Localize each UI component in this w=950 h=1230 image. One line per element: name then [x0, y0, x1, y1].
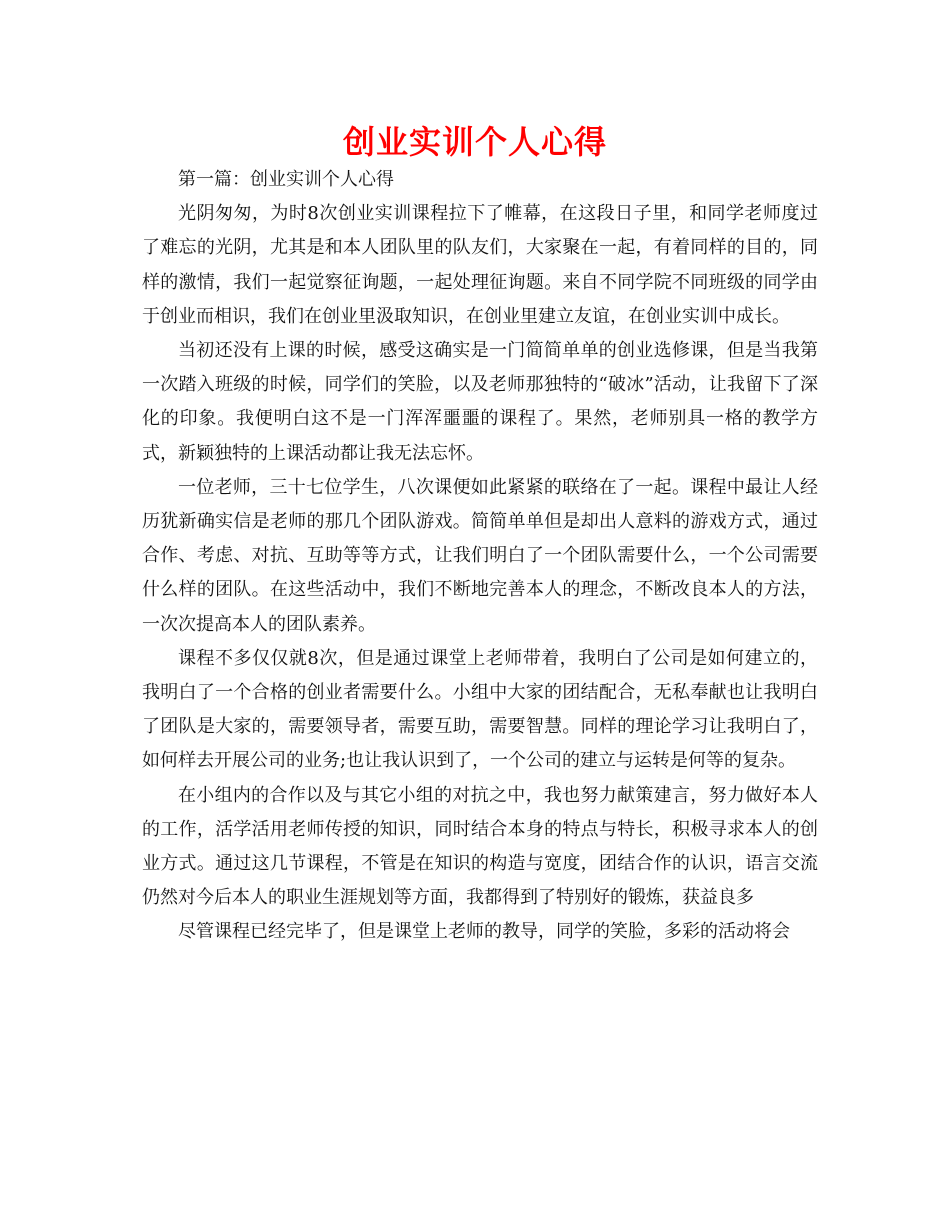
paragraph: 尽管课程已经完毕了，但是课堂上老师的教导，同学的笑脸，多彩的活动将会 — [178, 921, 790, 943]
page-title: 创业实训个人心得 — [342, 123, 607, 161]
paragraph: 课程不多仅仅就8次，但是通过课堂上老师带着，我明白了公司是如何建立的，我明白了一个合格的创业者需要什么。小组中大家的团结配合，无私奉献也让我明白了团队是大家的，需要领导者，需要互助，需要智慧。同样的理论学习让我明白了，如何样去开展公司的业务;也让我认识到了，一个公司的建立与运转是何等的复杂。 — [142, 647, 818, 772]
paragraph: 光阴匆匆，为时8次创业实训课程拉下了帷幕，在这段日子里，和同学老师度过了难忘的光阴，尤其是和本人团队里的队友们，大家聚在一起，有着同样的目的，同样的激情，我们一起觉察征询题，一起处理征询题。来自不同学院不同班级的同学由于创业而相识，我们在创业里汲取知识，在创业里建立友谊，在创业实训中成长。 — [142, 203, 818, 327]
paragraph: 在小组内的合作以及与其它小组的对抗之中，我也努力献策建言，努力做好本人的工作，活学活用老师传授的知识，同时结合本身的特点与特长，积极寻求本人的创业方式。通过这几节课程，不管是在知识的构造与宽度，团结合作的认识，语言交流仍然对今后本人的职业生涯规划等方面，我都得到了特别好的锻炼，获益良多 — [142, 784, 818, 909]
paragraph: 当初还没有上课的时候，感受这确实是一门简简单单的创业选修课，但是当我第一次踏入班级的时候，同学们的笑脸，以及老师那独特的“破冰”活动，让我留下了深化的印象。我便明白这不是一门浑浑噩噩的课程了。果然，老师别具一格的教学方式，新颖独特的上课活动都让我无法忘怀。 — [142, 340, 818, 464]
paragraph: 一位老师，三十七位学生，八次课便如此紧紧的联络在了一起。课程中最让人经历犹新确实信是老师的那几个团队游戏。简简单单但是却出人意料的游戏方式，通过合作、考虑、对抗、互助等等方式，让我们明白了一个团队需要什么，一个公司需要什么样的团队。在这些活动中，我们不断地完善本人的理念，不断改良本人的方法，一次次提高本人的团队素养。 — [142, 476, 818, 635]
section-heading: 第一篇：创业实训个人心得 — [178, 169, 394, 190]
document-body — [142, 163, 818, 950]
